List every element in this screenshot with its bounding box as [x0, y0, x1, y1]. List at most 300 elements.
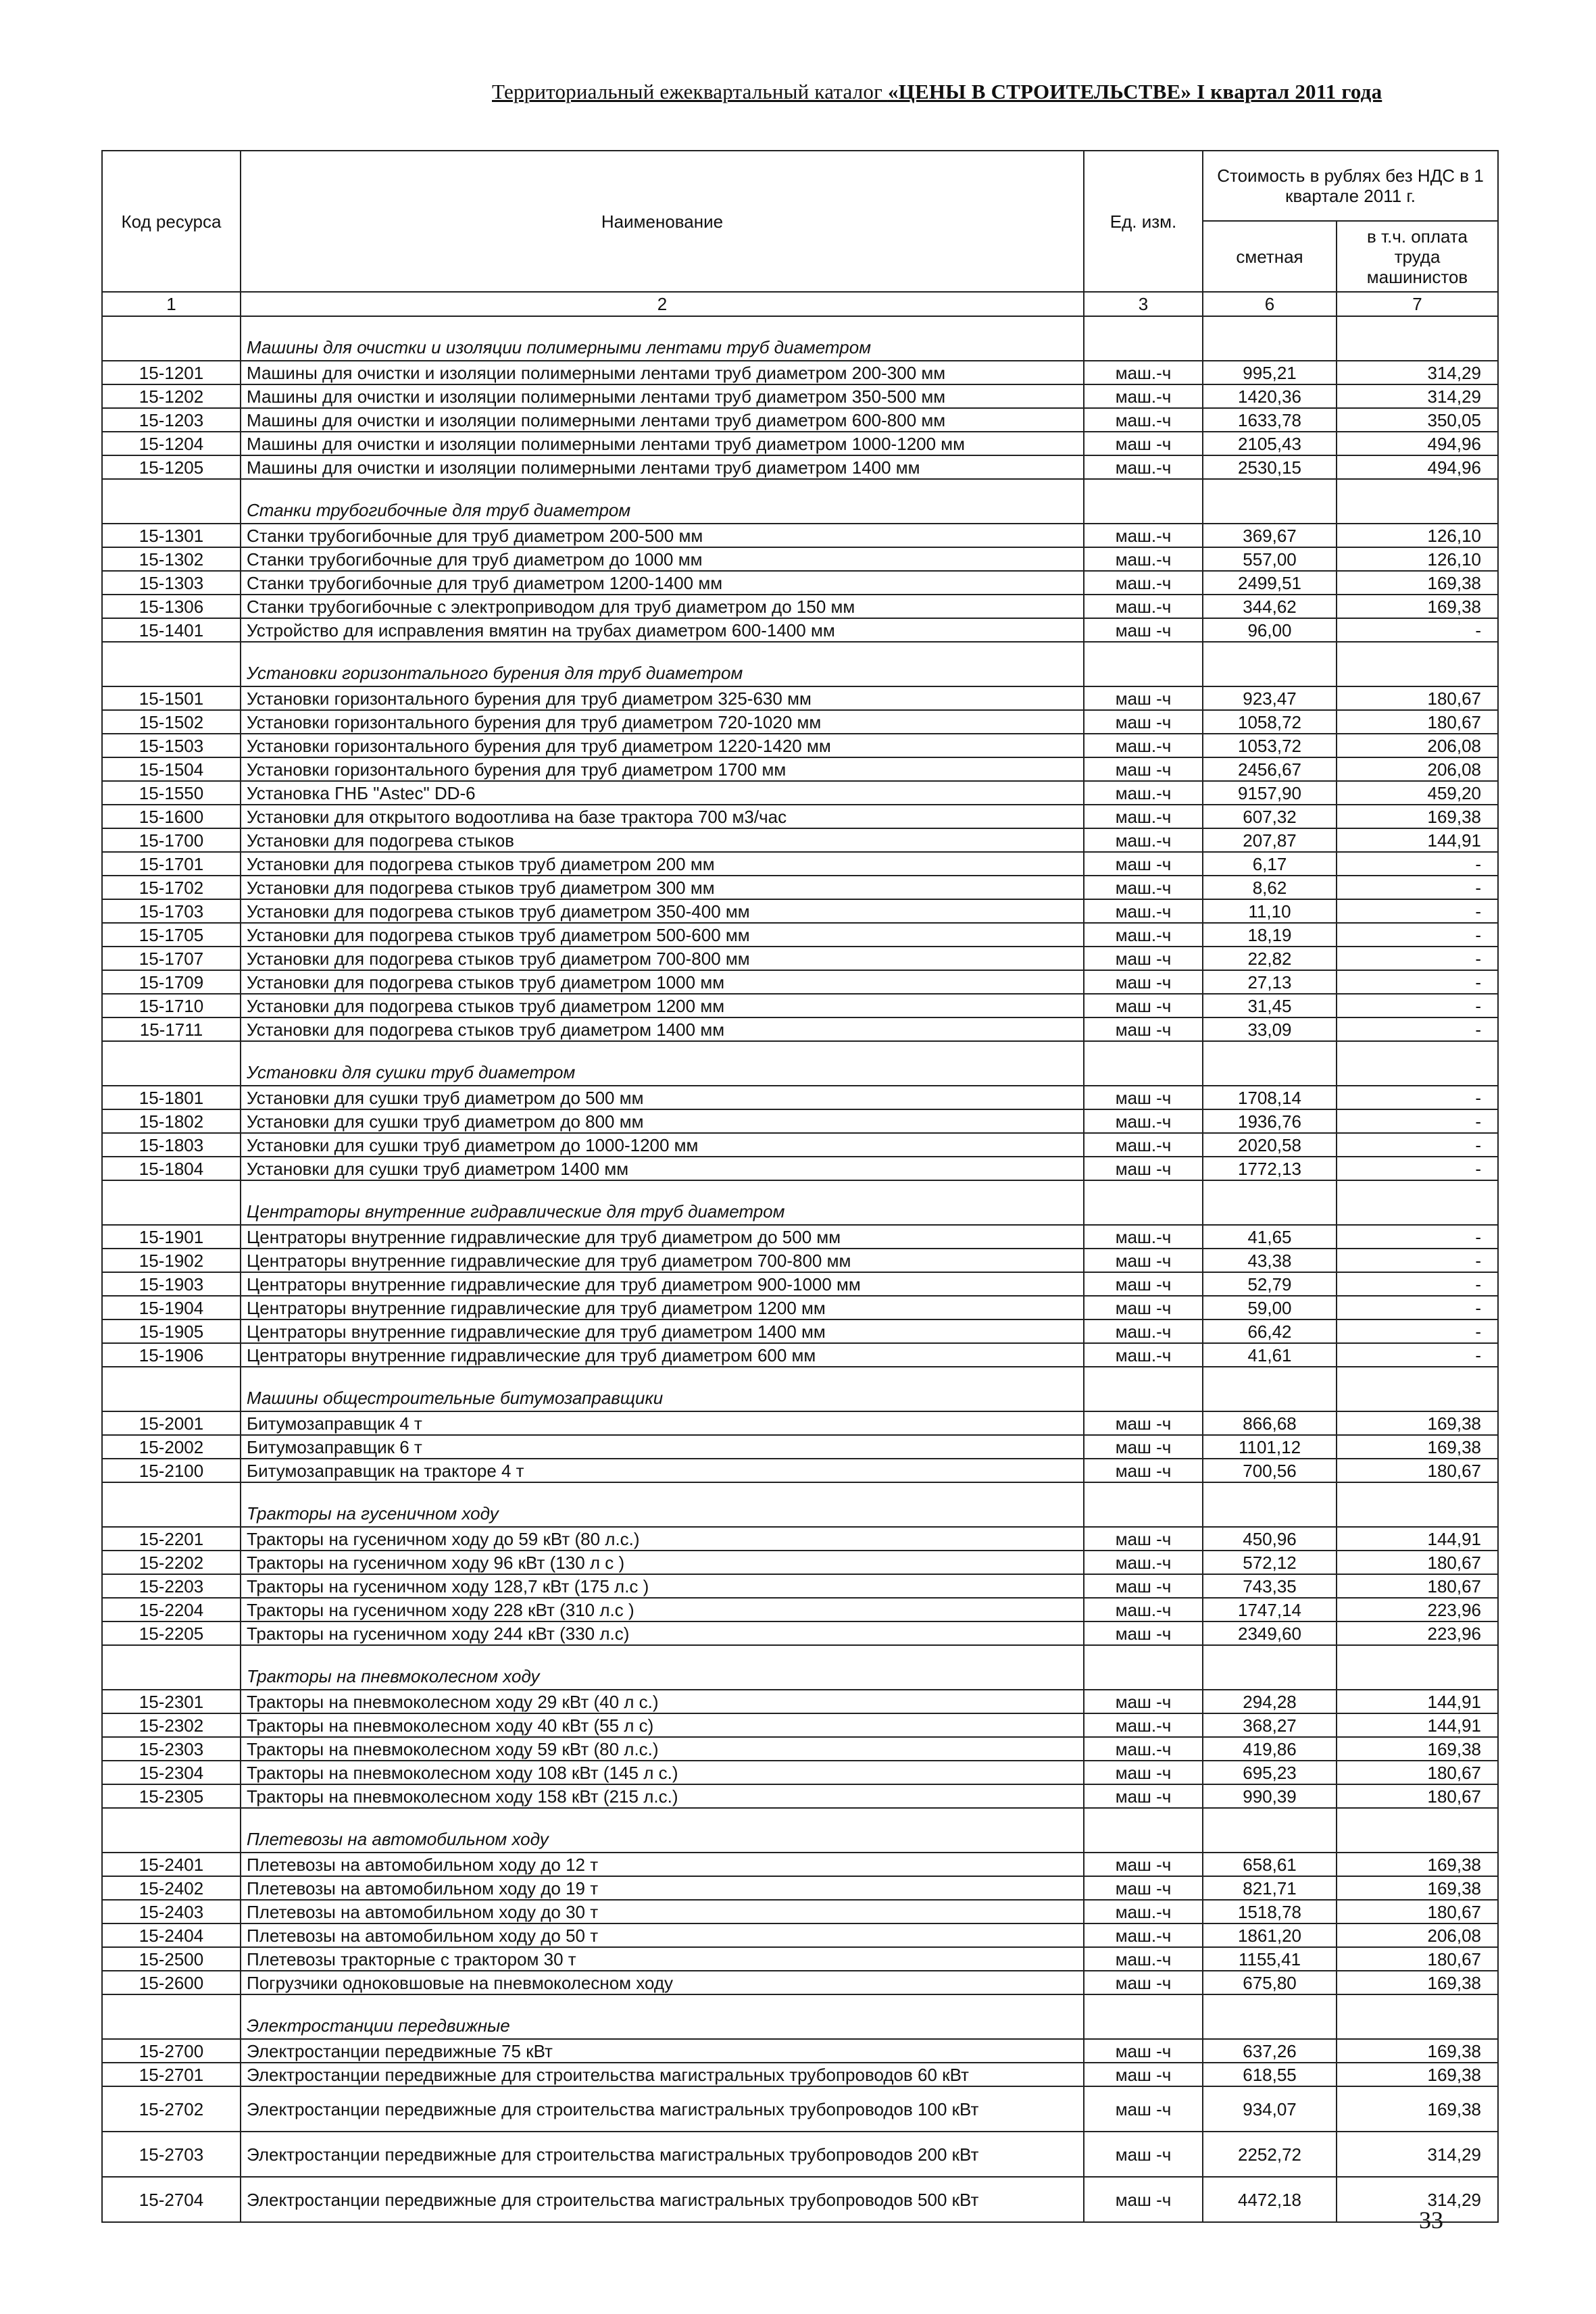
table-row: [102, 710, 1498, 734]
table-row: [102, 1690, 1498, 1713]
estimated-cost: 1708,14: [1203, 1086, 1337, 1109]
table-row: [102, 1551, 1498, 1574]
empty-cell: [1203, 1041, 1337, 1086]
section-title: Центраторы внутренние гидравлические для труб диаметром: [241, 1180, 1084, 1225]
table-row: [102, 1737, 1498, 1761]
section-title: Установки горизонтального бурения для труб диаметром: [241, 642, 1084, 686]
price-table: [101, 150, 1499, 2223]
operator-labor-cost: -: [1337, 1296, 1498, 1319]
operator-labor-cost: 144,91: [1337, 1527, 1498, 1551]
estimated-cost: 368,27: [1203, 1713, 1337, 1737]
unit-of-measure: маш -ч: [1084, 1690, 1203, 1713]
operator-labor-cost: -: [1337, 899, 1498, 923]
operator-labor-cost: -: [1337, 970, 1498, 994]
resource-code: 15-1700: [102, 828, 241, 852]
resource-code: 15-1205: [102, 455, 241, 479]
estimated-cost: 96,00: [1203, 618, 1337, 642]
unit-of-measure: маш -ч: [1084, 1527, 1203, 1551]
resource-code: 15-1504: [102, 757, 241, 781]
section-row: [102, 316, 1498, 361]
operator-labor-cost: -: [1337, 1157, 1498, 1180]
estimated-cost: 1053,72: [1203, 734, 1337, 757]
resource-code: 15-1705: [102, 923, 241, 947]
empty-cell: [1203, 1482, 1337, 1527]
section-title: Тракторы на гусеничном ходу: [241, 1482, 1084, 1527]
estimated-cost: 419,86: [1203, 1737, 1337, 1761]
unit-of-measure: маш -ч: [1084, 2039, 1203, 2063]
estimated-cost: 41,61: [1203, 1343, 1337, 1367]
empty-cell: [1337, 1994, 1498, 2039]
unit-of-measure: маш.-ч: [1084, 547, 1203, 571]
operator-labor-cost: 223,96: [1337, 1621, 1498, 1645]
unit-of-measure: маш.-ч: [1084, 455, 1203, 479]
resource-name: Установки для подогрева стыков труб диаметром 350-400 мм: [241, 899, 1084, 923]
unit-of-measure: маш -ч: [1084, 1574, 1203, 1598]
estimated-cost: 637,26: [1203, 2039, 1337, 2063]
resource-code: 15-2002: [102, 1435, 241, 1459]
resource-code: 15-2500: [102, 1947, 241, 1971]
section-row: [102, 1808, 1498, 1853]
empty-cell: [102, 1645, 241, 1690]
estimated-cost: 2349,60: [1203, 1621, 1337, 1645]
resource-code: 15-2303: [102, 1737, 241, 1761]
table-row: [102, 1133, 1498, 1157]
empty-cell: [1203, 1180, 1337, 1225]
empty-cell: [1084, 1994, 1203, 2039]
resource-name: Плетевозы на автомобильном ходу до 30 т: [241, 1900, 1084, 1923]
table-row: [102, 757, 1498, 781]
table-row: [102, 1761, 1498, 1784]
operator-labor-cost: -: [1337, 876, 1498, 899]
resource-code: 15-2600: [102, 1971, 241, 1994]
resource-code: 15-1701: [102, 852, 241, 876]
estimated-cost: 33,09: [1203, 1017, 1337, 1041]
section-row: [102, 642, 1498, 686]
resource-name: Тракторы на гусеничном ходу 228 кВт (310 л.с ): [241, 1598, 1084, 1621]
resource-name: Установки горизонтального бурения для труб диаметром 1700 мм: [241, 757, 1084, 781]
empty-cell: [1203, 1645, 1337, 1690]
empty-cell: [1084, 1041, 1203, 1086]
resource-name: Центраторы внутренние гидравлические для труб диаметром до 500 мм: [241, 1225, 1084, 1249]
resource-code: 15-2305: [102, 1784, 241, 1808]
operator-labor-cost: -: [1337, 618, 1498, 642]
resource-name: Плетевозы на автомобильном ходу до 50 т: [241, 1923, 1084, 1947]
resource-name: Установки для подогрева стыков труб диаметром 1400 мм: [241, 1017, 1084, 1041]
table-row: [102, 2177, 1498, 2222]
resource-name: Установки для подогрева стыков труб диаметром 500-600 мм: [241, 923, 1084, 947]
estimated-cost: 934,07: [1203, 2086, 1337, 2132]
table-row: [102, 1272, 1498, 1296]
operator-labor-cost: 169,38: [1337, 1971, 1498, 1994]
estimated-cost: 207,87: [1203, 828, 1337, 852]
unit-of-measure: маш.-ч: [1084, 1343, 1203, 1367]
unit-of-measure: маш -ч: [1084, 1971, 1203, 1994]
table-row: [102, 994, 1498, 1017]
estimated-cost: 2499,51: [1203, 571, 1337, 595]
empty-cell: [1337, 316, 1498, 361]
unit-of-measure: маш.-ч: [1084, 899, 1203, 923]
resource-code: 15-1600: [102, 805, 241, 828]
unit-of-measure: маш.-ч: [1084, 1319, 1203, 1343]
operator-labor-cost: 169,38: [1337, 805, 1498, 828]
unit-of-measure: маш -ч: [1084, 432, 1203, 455]
resource-name: Установка ГНБ "Astec" DD-6: [241, 781, 1084, 805]
operator-labor-cost: -: [1337, 1017, 1498, 1041]
empty-cell: [102, 316, 241, 361]
price-table-body: [102, 316, 1498, 2222]
table-row: [102, 2039, 1498, 2063]
unit-of-measure: маш -ч: [1084, 1853, 1203, 1876]
resource-code: 15-1903: [102, 1272, 241, 1296]
column-header-code: Код ресурса: [102, 151, 241, 292]
empty-cell: [1084, 1645, 1203, 1690]
resource-name: Битумозаправщик 6 т: [241, 1435, 1084, 1459]
resource-name: Тракторы на пневмоколесном ходу 108 кВт (145 л с.): [241, 1761, 1084, 1784]
operator-labor-cost: 126,10: [1337, 524, 1498, 547]
table-row: [102, 571, 1498, 595]
table-row: [102, 2132, 1498, 2177]
operator-labor-cost: 144,91: [1337, 828, 1498, 852]
unit-of-measure: маш -ч: [1084, 1411, 1203, 1435]
empty-cell: [1203, 316, 1337, 361]
resource-name: Машины для очистки и изоляции полимерными лентами труб диаметром 1000-1200 мм: [241, 432, 1084, 455]
resource-name: Установки горизонтального бурения для труб диаметром 325-630 мм: [241, 686, 1084, 710]
resource-name: Тракторы на гусеничном ходу 244 кВт (330 л.с): [241, 1621, 1084, 1645]
table-row: [102, 686, 1498, 710]
resource-name: Тракторы на гусеничном ходу 96 кВт (130 л с ): [241, 1551, 1084, 1574]
estimated-cost: 66,42: [1203, 1319, 1337, 1343]
estimated-cost: 369,67: [1203, 524, 1337, 547]
operator-labor-cost: -: [1337, 947, 1498, 970]
resource-code: 15-2703: [102, 2132, 241, 2177]
operator-labor-cost: -: [1337, 1343, 1498, 1367]
resource-code: 15-2301: [102, 1690, 241, 1713]
resource-code: 15-2204: [102, 1598, 241, 1621]
catalog-header: [492, 80, 1465, 104]
resource-code: 15-1201: [102, 361, 241, 384]
resource-code: 15-2205: [102, 1621, 241, 1645]
estimated-cost: 27,13: [1203, 970, 1337, 994]
estimated-cost: 743,35: [1203, 1574, 1337, 1598]
unit-of-measure: маш -ч: [1084, 1296, 1203, 1319]
operator-labor-cost: 180,67: [1337, 710, 1498, 734]
table-row: [102, 923, 1498, 947]
unit-of-measure: маш.-ч: [1084, 1133, 1203, 1157]
resource-code: 15-1803: [102, 1133, 241, 1157]
resource-name: Тракторы на гусеничном ходу до 59 кВт (80 л.с.): [241, 1527, 1084, 1551]
resource-name: Установки для подогрева стыков труб диаметром 300 мм: [241, 876, 1084, 899]
resource-name: Машины для очистки и изоляции полимерными лентами труб диаметром 1400 мм: [241, 455, 1084, 479]
resource-code: 15-2701: [102, 2063, 241, 2086]
operator-labor-cost: 180,67: [1337, 1761, 1498, 1784]
resource-code: 15-1503: [102, 734, 241, 757]
table-row: [102, 1459, 1498, 1482]
resource-code: 15-1301: [102, 524, 241, 547]
table-row: [102, 1296, 1498, 1319]
operator-labor-cost: 169,38: [1337, 1435, 1498, 1459]
empty-cell: [1203, 1367, 1337, 1411]
estimated-cost: 1420,36: [1203, 384, 1337, 408]
table-row: [102, 1900, 1498, 1923]
resource-name: Центраторы внутренние гидравлические для труб диаметром 600 мм: [241, 1343, 1084, 1367]
operator-labor-cost: 314,29: [1337, 2177, 1498, 2222]
table-row: [102, 1598, 1498, 1621]
empty-cell: [1084, 316, 1203, 361]
resource-code: 15-1502: [102, 710, 241, 734]
empty-cell: [1337, 1180, 1498, 1225]
estimated-cost: 1518,78: [1203, 1900, 1337, 1923]
table-row: [102, 805, 1498, 828]
table-row: [102, 1876, 1498, 1900]
resource-name: Плетевозы на автомобильном ходу до 19 т: [241, 1876, 1084, 1900]
operator-labor-cost: 126,10: [1337, 547, 1498, 571]
operator-labor-cost: 206,08: [1337, 757, 1498, 781]
empty-cell: [102, 1041, 241, 1086]
unit-of-measure: маш.-ч: [1084, 828, 1203, 852]
operator-labor-cost: 180,67: [1337, 1459, 1498, 1482]
catalog-header-bold: «ЦЕНЫ В СТРОИТЕЛЬСТВЕ» I квартал 2011 года: [887, 80, 1382, 103]
unit-of-measure: маш.-ч: [1084, 1109, 1203, 1133]
operator-labor-cost: 169,38: [1337, 2086, 1498, 2132]
unit-of-measure: маш -ч: [1084, 1876, 1203, 1900]
column-number: 6: [1203, 292, 1337, 316]
section-row: [102, 1041, 1498, 1086]
estimated-cost: 557,00: [1203, 547, 1337, 571]
resource-name: Тракторы на пневмоколесном ходу 158 кВт (215 л.с.): [241, 1784, 1084, 1808]
resource-code: 15-1401: [102, 618, 241, 642]
section-title: Станки трубогибочные для труб диаметром: [241, 479, 1084, 524]
page-number: 33: [1419, 2207, 1443, 2234]
estimated-cost: 294,28: [1203, 1690, 1337, 1713]
column-header-cost: Стоимость в рублях без НДС в 1 квартале 2011 г.: [1203, 151, 1498, 221]
operator-labor-cost: -: [1337, 1109, 1498, 1133]
unit-of-measure: маш -ч: [1084, 1459, 1203, 1482]
resource-code: 15-2304: [102, 1761, 241, 1784]
resource-name: Битумозаправщик 4 т: [241, 1411, 1084, 1435]
operator-labor-cost: 180,67: [1337, 1900, 1498, 1923]
unit-of-measure: маш.-ч: [1084, 734, 1203, 757]
table-row: [102, 1784, 1498, 1808]
column-header-unit: Ед. изм.: [1084, 151, 1203, 292]
section-row: [102, 1367, 1498, 1411]
empty-cell: [1203, 1994, 1337, 2039]
estimated-cost: 1101,12: [1203, 1435, 1337, 1459]
estimated-cost: 1633,78: [1203, 408, 1337, 432]
resource-name: Центраторы внутренние гидравлические для труб диаметром 1200 мм: [241, 1296, 1084, 1319]
table-row: [102, 2086, 1498, 2132]
operator-labor-cost: 169,38: [1337, 1876, 1498, 1900]
unit-of-measure: маш.-ч: [1084, 571, 1203, 595]
table-row: [102, 1343, 1498, 1367]
unit-of-measure: маш -ч: [1084, 757, 1203, 781]
column-header-labor: в т.ч. оплата труда машинистов: [1337, 221, 1498, 292]
estimated-cost: 31,45: [1203, 994, 1337, 1017]
estimated-cost: 658,61: [1203, 1853, 1337, 1876]
resource-code: 15-1902: [102, 1249, 241, 1272]
unit-of-measure: маш -ч: [1084, 1017, 1203, 1041]
unit-of-measure: маш -ч: [1084, 1272, 1203, 1296]
price-sheet: [101, 150, 1497, 2223]
estimated-cost: 675,80: [1203, 1971, 1337, 1994]
table-row: [102, 734, 1498, 757]
unit-of-measure: маш -ч: [1084, 686, 1203, 710]
unit-of-measure: маш -ч: [1084, 1086, 1203, 1109]
empty-cell: [102, 1482, 241, 1527]
operator-labor-cost: 459,20: [1337, 781, 1498, 805]
resource-name: Центраторы внутренние гидравлические для труб диаметром 1400 мм: [241, 1319, 1084, 1343]
unit-of-measure: маш.-ч: [1084, 408, 1203, 432]
estimated-cost: 2530,15: [1203, 455, 1337, 479]
table-row: [102, 408, 1498, 432]
unit-of-measure: маш -ч: [1084, 1249, 1203, 1272]
resource-name: Тракторы на гусеничном ходу 128,7 кВт (175 л.с ): [241, 1574, 1084, 1598]
estimated-cost: 52,79: [1203, 1272, 1337, 1296]
section-title: Плетевозы на автомобильном ходу: [241, 1808, 1084, 1853]
resource-code: 15-2201: [102, 1527, 241, 1551]
estimated-cost: 6,17: [1203, 852, 1337, 876]
estimated-cost: 22,82: [1203, 947, 1337, 970]
resource-name: Установки для сушки труб диаметром до 800 мм: [241, 1109, 1084, 1133]
resource-code: 15-1306: [102, 595, 241, 618]
table-row: [102, 899, 1498, 923]
resource-name: Установки для подогрева стыков труб диаметром 1200 мм: [241, 994, 1084, 1017]
resource-code: 15-2302: [102, 1713, 241, 1737]
resource-name: Плетевозы на автомобильном ходу до 12 т: [241, 1853, 1084, 1876]
unit-of-measure: маш.-ч: [1084, 1598, 1203, 1621]
resource-name: Машины для очистки и изоляции полимерными лентами труб диаметром 600-800 мм: [241, 408, 1084, 432]
empty-cell: [1084, 479, 1203, 524]
resource-name: Станки трубогибочные для труб диаметром 1200-1400 мм: [241, 571, 1084, 595]
unit-of-measure: маш -ч: [1084, 1761, 1203, 1784]
resource-name: Электростанции передвижные 75 кВт: [241, 2039, 1084, 2063]
resource-name: Электростанции передвижные для строительства магистральных трубопроводов 500 кВт: [241, 2177, 1084, 2222]
resource-name: Тракторы на пневмоколесном ходу 40 кВт (55 л с): [241, 1713, 1084, 1737]
resource-code: 15-1905: [102, 1319, 241, 1343]
unit-of-measure: маш -ч: [1084, 1435, 1203, 1459]
operator-labor-cost: 180,67: [1337, 1784, 1498, 1808]
operator-labor-cost: -: [1337, 994, 1498, 1017]
resource-code: 15-2401: [102, 1853, 241, 1876]
table-row: [102, 2063, 1498, 2086]
estimated-cost: 1936,76: [1203, 1109, 1337, 1133]
resource-name: Погрузчики одноковшовые на пневмоколесном ходу: [241, 1971, 1084, 1994]
empty-cell: [1337, 642, 1498, 686]
estimated-cost: 990,39: [1203, 1784, 1337, 1808]
resource-code: 15-1801: [102, 1086, 241, 1109]
empty-cell: [102, 1180, 241, 1225]
resource-name: Центраторы внутренние гидравлические для труб диаметром 700-800 мм: [241, 1249, 1084, 1272]
resource-code: 15-1303: [102, 571, 241, 595]
resource-code: 15-1710: [102, 994, 241, 1017]
resource-code: 15-1804: [102, 1157, 241, 1180]
empty-cell: [1084, 1808, 1203, 1853]
unit-of-measure: маш -ч: [1084, 994, 1203, 1017]
resource-code: 15-1707: [102, 947, 241, 970]
resource-code: 15-1709: [102, 970, 241, 994]
unit-of-measure: маш.-ч: [1084, 805, 1203, 828]
table-row: [102, 1971, 1498, 1994]
resource-code: 15-1904: [102, 1296, 241, 1319]
empty-cell: [102, 1994, 241, 2039]
table-row: [102, 618, 1498, 642]
resource-name: Установки горизонтального бурения для труб диаметром 720-1020 мм: [241, 710, 1084, 734]
resource-code: 15-1802: [102, 1109, 241, 1133]
unit-of-measure: маш.-ч: [1084, 781, 1203, 805]
section-title: Электростанции передвижные: [241, 1994, 1084, 2039]
table-row: [102, 876, 1498, 899]
operator-labor-cost: 350,05: [1337, 408, 1498, 432]
estimated-cost: 1155,41: [1203, 1947, 1337, 1971]
column-number: 1: [102, 292, 241, 316]
operator-labor-cost: -: [1337, 1133, 1498, 1157]
table-row: [102, 1853, 1498, 1876]
resource-name: Установки для подогрева стыков труб диаметром 700-800 мм: [241, 947, 1084, 970]
unit-of-measure: маш.-ч: [1084, 384, 1203, 408]
unit-of-measure: маш -ч: [1084, 2177, 1203, 2222]
table-row: [102, 547, 1498, 571]
estimated-cost: 1058,72: [1203, 710, 1337, 734]
resource-name: Битумозаправщик на тракторе 4 т: [241, 1459, 1084, 1482]
estimated-cost: 607,32: [1203, 805, 1337, 828]
operator-labor-cost: 314,29: [1337, 361, 1498, 384]
operator-labor-cost: -: [1337, 1249, 1498, 1272]
table-row: [102, 1947, 1498, 1971]
section-title: Установки для сушки труб диаметром: [241, 1041, 1084, 1086]
operator-labor-cost: -: [1337, 852, 1498, 876]
unit-of-measure: маш.-ч: [1084, 524, 1203, 547]
empty-cell: [102, 479, 241, 524]
table-row: [102, 432, 1498, 455]
empty-cell: [1337, 1367, 1498, 1411]
unit-of-measure: маш -ч: [1084, 2086, 1203, 2132]
resource-name: Электростанции передвижные для строительства магистральных трубопроводов 100 кВт: [241, 2086, 1084, 2132]
operator-labor-cost: -: [1337, 1319, 1498, 1343]
operator-labor-cost: -: [1337, 923, 1498, 947]
resource-name: Тракторы на пневмоколесном ходу 59 кВт (80 л.с.): [241, 1737, 1084, 1761]
table-row: [102, 970, 1498, 994]
table-row: [102, 1086, 1498, 1109]
section-title: Машины общестроительные битумозаправщики: [241, 1367, 1084, 1411]
operator-labor-cost: -: [1337, 1086, 1498, 1109]
operator-labor-cost: 169,38: [1337, 595, 1498, 618]
unit-of-measure: маш.-ч: [1084, 595, 1203, 618]
estimated-cost: 4472,18: [1203, 2177, 1337, 2222]
empty-cell: [102, 642, 241, 686]
operator-labor-cost: 494,96: [1337, 432, 1498, 455]
table-row: [102, 384, 1498, 408]
unit-of-measure: маш.-ч: [1084, 1225, 1203, 1249]
estimated-cost: 18,19: [1203, 923, 1337, 947]
table-row: [102, 1319, 1498, 1343]
unit-of-measure: маш.-ч: [1084, 1947, 1203, 1971]
resource-name: Установки для сушки труб диаметром до 1000-1200 мм: [241, 1133, 1084, 1157]
table-row: [102, 361, 1498, 384]
unit-of-measure: маш -ч: [1084, 1621, 1203, 1645]
empty-cell: [1203, 642, 1337, 686]
operator-labor-cost: 314,29: [1337, 384, 1498, 408]
resource-name: Машины для очистки и изоляции полимерными лентами труб диаметром 350-500 мм: [241, 384, 1084, 408]
resource-code: 15-1501: [102, 686, 241, 710]
estimated-cost: 41,65: [1203, 1225, 1337, 1249]
table-row: [102, 1157, 1498, 1180]
operator-labor-cost: 169,38: [1337, 1853, 1498, 1876]
unit-of-measure: маш.-ч: [1084, 876, 1203, 899]
column-number: 3: [1084, 292, 1203, 316]
table-row: [102, 524, 1498, 547]
operator-labor-cost: 494,96: [1337, 455, 1498, 479]
empty-cell: [1337, 1041, 1498, 1086]
resource-name: Установки для подогрева стыков труб диаметром 1000 мм: [241, 970, 1084, 994]
